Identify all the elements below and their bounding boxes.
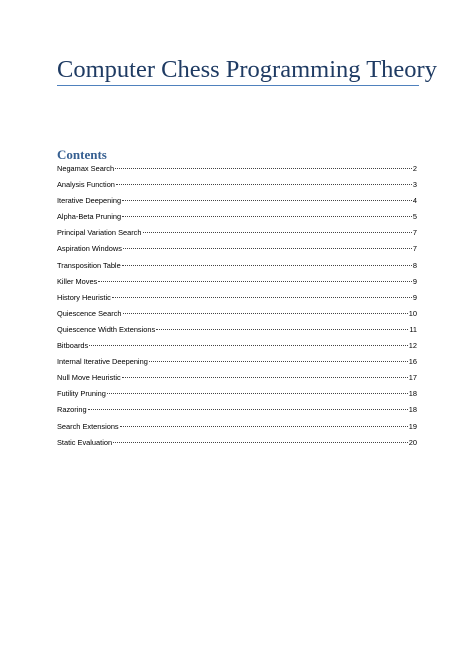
- toc-entry[interactable]: [57, 277, 417, 293]
- table-of-contents: [57, 164, 417, 454]
- toc-entry-page[interactable]: 17: [408, 373, 417, 383]
- toc-dot-leader: [89, 345, 408, 346]
- toc-entry-page[interactable]: 10: [408, 308, 417, 318]
- toc-entry-label[interactable]: Quiescence Width Extensions: [57, 324, 156, 334]
- toc-dot-leader: [156, 329, 408, 330]
- toc-entry[interactable]: [57, 325, 417, 341]
- toc-entry-page[interactable]: 18: [408, 405, 417, 415]
- toc-entry-page[interactable]: 8: [412, 260, 417, 270]
- toc-dot-leader: [115, 168, 412, 169]
- toc-entry-label[interactable]: History Heuristic: [57, 292, 111, 302]
- toc-dot-leader: [149, 361, 408, 362]
- toc-entry-label[interactable]: Bitboards: [57, 341, 89, 351]
- toc-entry-page[interactable]: 3: [412, 180, 417, 190]
- document-title: Computer Chess Programming Theory: [57, 56, 437, 83]
- toc-dot-leader: [112, 297, 412, 298]
- toc-entry[interactable]: [57, 212, 417, 228]
- toc-entry[interactable]: [57, 341, 417, 357]
- toc-entry-label[interactable]: Aspiration Windows: [57, 244, 122, 254]
- toc-dot-leader: [143, 232, 412, 233]
- toc-dot-leader: [113, 442, 408, 443]
- toc-entry[interactable]: [57, 405, 417, 421]
- toc-entry-label[interactable]: Static Evaluation: [57, 437, 113, 447]
- toc-entry-label[interactable]: Analysis Function: [57, 180, 115, 190]
- toc-entry[interactable]: [57, 373, 417, 389]
- toc-entry-page[interactable]: 4: [412, 196, 417, 206]
- toc-entry-page[interactable]: 7: [412, 228, 417, 238]
- toc-dot-leader: [122, 377, 408, 378]
- toc-entry-page[interactable]: 19: [408, 421, 417, 431]
- title-underline: [57, 85, 419, 86]
- toc-entry-page[interactable]: 2: [412, 164, 417, 173]
- toc-entry-page[interactable]: 12: [408, 341, 417, 351]
- toc-dot-leader: [122, 265, 412, 266]
- toc-entry-page[interactable]: 16: [408, 357, 417, 367]
- toc-entry-label[interactable]: Search Extensions: [57, 421, 119, 431]
- toc-entry-label[interactable]: Transposition Table: [57, 260, 121, 270]
- toc-entry-label[interactable]: Negamax Search: [57, 164, 115, 173]
- toc-entry-page[interactable]: 9: [412, 276, 417, 286]
- toc-entry-page[interactable]: 20: [408, 437, 417, 447]
- toc-entry-label[interactable]: Futility Pruning: [57, 389, 106, 399]
- toc-entry-label[interactable]: Alpha-Beta Pruning: [57, 212, 122, 222]
- toc-entry-page[interactable]: 11: [409, 324, 417, 334]
- toc-dot-leader: [98, 281, 412, 282]
- toc-entry-label[interactable]: Killer Moves: [57, 276, 98, 286]
- toc-entry-label[interactable]: Razoring: [57, 405, 87, 415]
- toc-entry-label[interactable]: Null Move Heuristic: [57, 373, 121, 383]
- toc-dot-leader: [123, 313, 408, 314]
- toc-entry-page[interactable]: 9: [412, 292, 417, 302]
- toc-entry[interactable]: [57, 389, 417, 405]
- toc-dot-leader: [122, 200, 412, 201]
- toc-entry-page[interactable]: 7: [412, 244, 417, 254]
- toc-entry[interactable]: [57, 261, 417, 277]
- toc-dot-leader: [122, 216, 412, 217]
- toc-entry[interactable]: [57, 309, 417, 325]
- toc-entry[interactable]: [57, 438, 417, 454]
- toc-dot-leader: [120, 426, 408, 427]
- toc-dot-leader: [116, 184, 412, 185]
- toc-entry[interactable]: [57, 180, 417, 196]
- toc-entry[interactable]: [57, 293, 417, 309]
- toc-entry-page[interactable]: 5: [412, 212, 417, 222]
- toc-entry[interactable]: [57, 164, 417, 180]
- toc-entry-label[interactable]: Iterative Deepening: [57, 196, 122, 206]
- toc-dot-leader: [88, 409, 408, 410]
- toc-entry-label[interactable]: Quiescence Search: [57, 308, 122, 318]
- toc-entry-label[interactable]: Internal Iterative Deepening: [57, 357, 148, 367]
- toc-entry-page[interactable]: 18: [408, 389, 417, 399]
- toc-entry[interactable]: [57, 244, 417, 260]
- toc-entry[interactable]: [57, 228, 417, 244]
- toc-dot-leader: [107, 393, 408, 394]
- toc-entry[interactable]: [57, 357, 417, 373]
- toc-entry-label[interactable]: Principal Variation Search: [57, 228, 142, 238]
- toc-heading: Contents: [57, 147, 107, 162]
- toc-dot-leader: [123, 248, 412, 249]
- toc-entry[interactable]: [57, 422, 417, 438]
- toc-entry[interactable]: [57, 196, 417, 212]
